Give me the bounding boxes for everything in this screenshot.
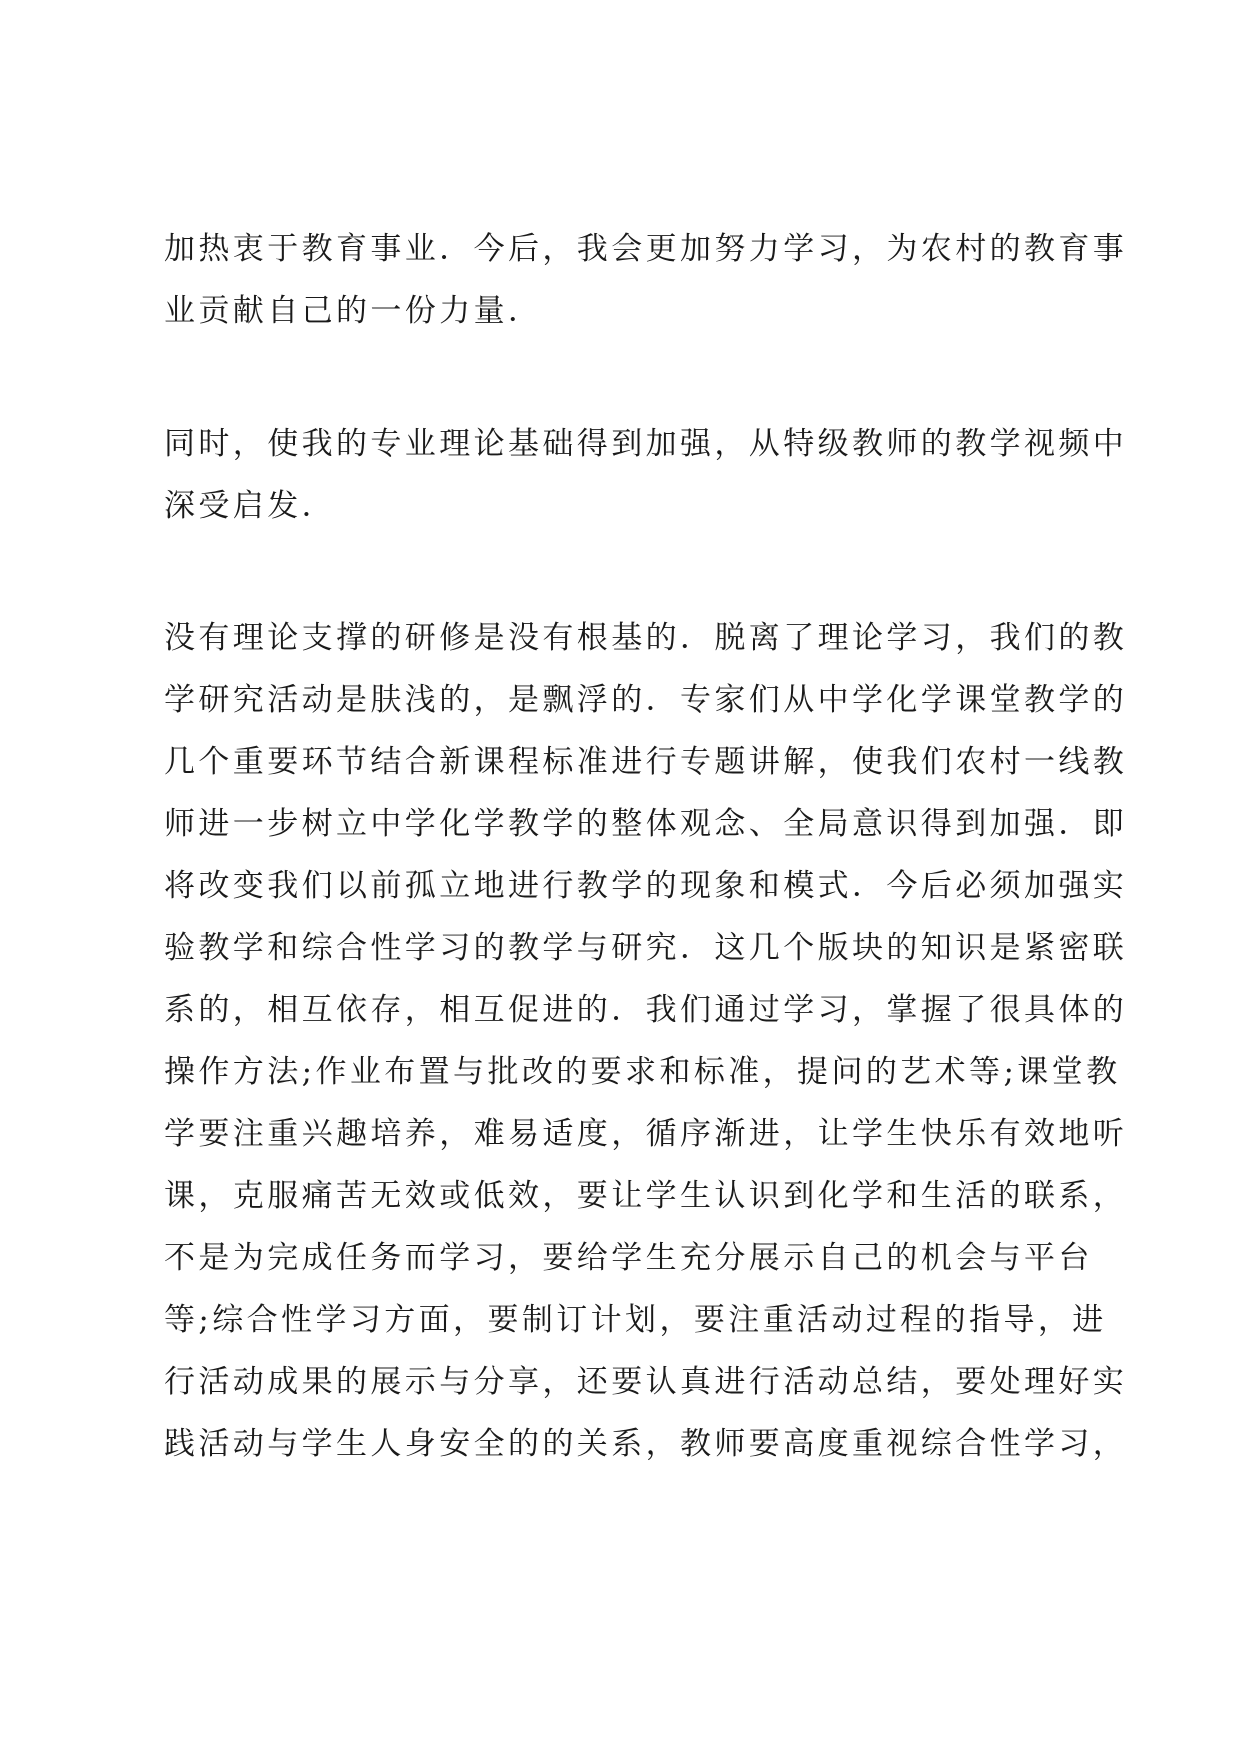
text-line: 课，克服痛苦无效或低效，要让学生认识到化学和生活的联系， <box>164 1178 1128 1214</box>
text-line: 不是为完成任务而学习，要给学生充分展示自己的机会与平台 <box>164 1240 1093 1276</box>
text-line: 深受启发． <box>164 488 336 524</box>
text-line: 业贡献自己的一份力量． <box>164 293 543 329</box>
text-line: 学研究活动是肤浅的，是飘浮的．专家们从中学化学课堂教学的 <box>164 682 1128 718</box>
paragraph-1 <box>164 218 1128 342</box>
text-line: 学要注重兴趣培养，难易适度，循序渐进，让学生快乐有效地听 <box>164 1116 1128 1152</box>
text-line: 行活动成果的展示与分享，还要认真进行活动总结，要处理好实 <box>164 1364 1128 1400</box>
paragraph-3 <box>164 607 1128 1475</box>
text-line: 师进一步树立中学化学教学的整体观念、全局意识得到加强．即 <box>164 806 1128 842</box>
text-line: 几个重要环节结合新课程标准进行专题讲解，使我们农村一线教 <box>164 744 1128 780</box>
paragraph-2 <box>164 413 1128 537</box>
text-line: 没有理论支撑的研修是没有根基的．脱离了理论学习，我们的教 <box>164 620 1128 656</box>
text-line: 同时，使我的专业理论基础得到加强，从特级教师的教学视频中 <box>164 426 1128 462</box>
text-line: 操作方法;作业布置与批改的要求和标准，提问的艺术等;课堂教 <box>164 1054 1121 1090</box>
text-line: 验教学和综合性学习的教学与研究．这几个版块的知识是紧密联 <box>164 930 1128 966</box>
text-line: 将改变我们以前孤立地进行教学的现象和模式．今后必须加强实 <box>164 868 1128 904</box>
text-line: 等;综合性学习方面，要制订计划，要注重活动过程的指导，进 <box>164 1302 1107 1338</box>
text-line: 系的，相互依存，相互促进的．我们通过学习，掌握了很具体的 <box>164 992 1128 1028</box>
text-line: 加热衷于教育事业．今后，我会更加努力学习，为农村的教育事 <box>164 231 1128 267</box>
text-line: 践活动与学生人身安全的的关系，教师要高度重视综合性学习， <box>164 1426 1128 1462</box>
